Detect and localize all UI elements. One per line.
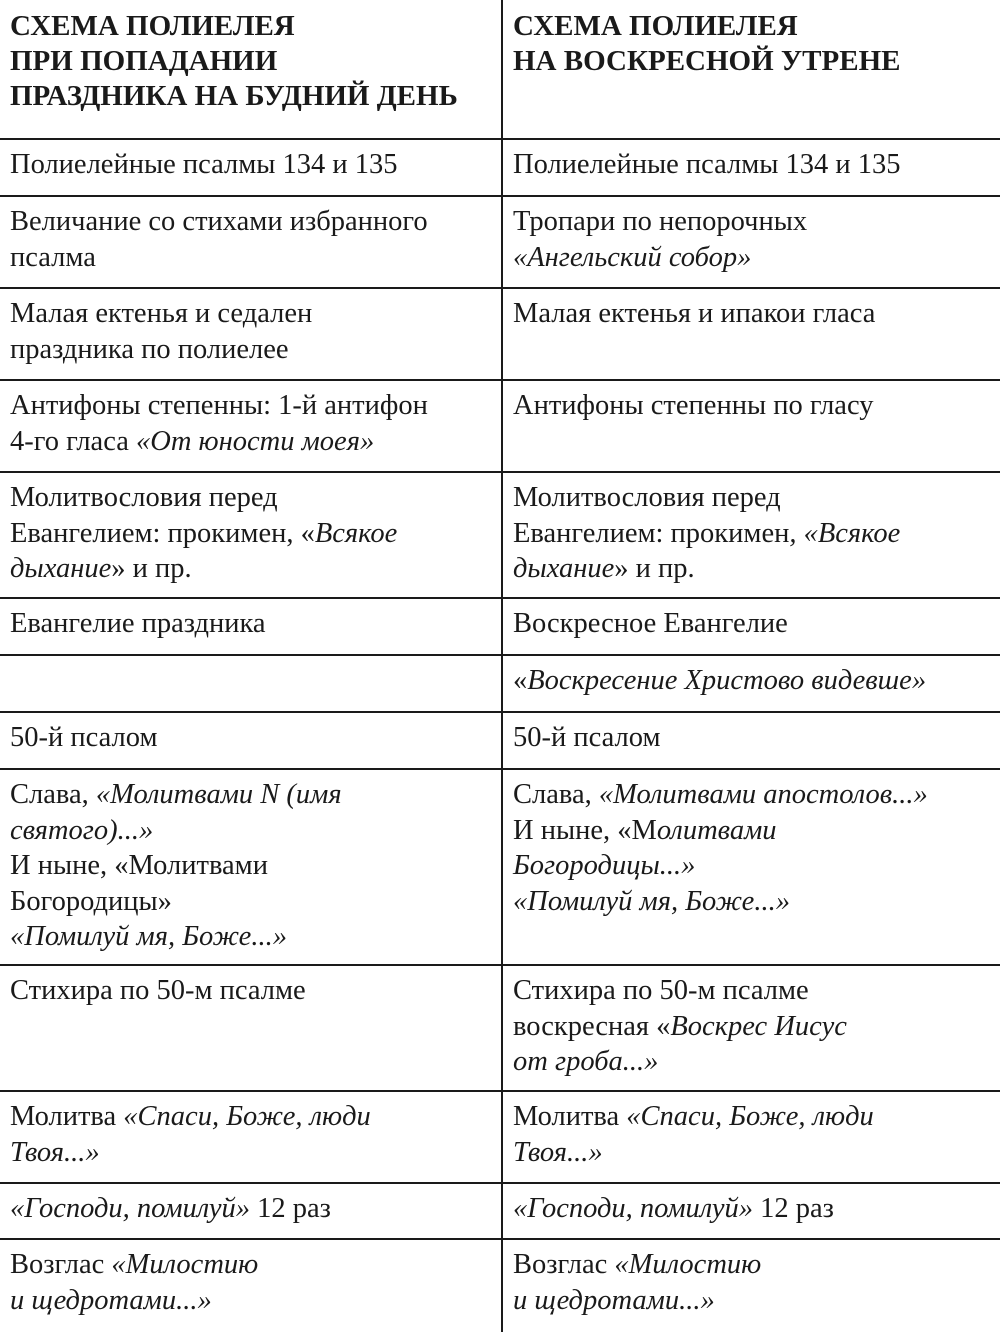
- cell-line: [513, 1135, 990, 1171]
- header-sunday-matins: [502, 0, 1000, 139]
- header-line: СХЕМА ПОЛИЕЛЕЯ: [10, 10, 295, 42]
- text: Слава,: [513, 779, 599, 810]
- italic-text: «Помилуй мя, Боже...»: [513, 885, 790, 917]
- text: Возглас: [10, 1249, 112, 1280]
- cell-line: [10, 240, 491, 276]
- cell-line: [513, 884, 990, 920]
- cell-sunday-matins: [502, 196, 1000, 288]
- cell-line: [10, 480, 491, 516]
- text: воскресная «: [513, 1010, 671, 1042]
- cell-sunday-matins: [502, 655, 1000, 712]
- text: Малая ектенья и ипакои гласа: [513, 298, 876, 329]
- cell-line: [10, 516, 491, 552]
- italic-text: «Ангельский собор»: [513, 241, 752, 273]
- cell-weekday-feast: [0, 965, 502, 1091]
- cell-sunday-matins: [502, 965, 1000, 1091]
- text: Молитва: [10, 1101, 124, 1132]
- text: Молитвословия перед: [513, 482, 781, 513]
- text: Возглас: [513, 1249, 615, 1280]
- cell-weekday-feast: [0, 1091, 502, 1183]
- italic-text: дыхание: [513, 553, 615, 584]
- cell-line: [10, 296, 491, 332]
- text: » и пр.: [614, 553, 695, 584]
- table-row: [0, 712, 1000, 769]
- italic-text: «Молитвами N (имя: [95, 779, 342, 810]
- text: Полиелейные псалмы 134 и 135: [10, 149, 398, 180]
- cell-sunday-matins: [502, 139, 1000, 196]
- table-row: [0, 472, 1000, 598]
- text: Малая ектенья и седален: [10, 298, 313, 329]
- cell-line: [513, 606, 990, 642]
- cell-line: [10, 424, 491, 460]
- table-row: [0, 196, 1000, 288]
- cell-line: [513, 480, 990, 516]
- italic-text: , «Всякое: [789, 517, 901, 549]
- text: Молитва: [513, 1101, 627, 1132]
- table-row: [0, 769, 1000, 965]
- text: Воскресное Евангелие: [513, 608, 788, 639]
- cell-line: [513, 240, 990, 276]
- italic-text: «Молитвами апостолов...»: [598, 779, 928, 810]
- cell-sunday-matins: [502, 1239, 1000, 1332]
- italic-text: Твоя...»: [10, 1136, 100, 1168]
- text: 50-й псалом: [513, 722, 661, 753]
- table-header-row: [0, 0, 1000, 139]
- cell-line: [10, 332, 491, 368]
- text: Антифоны степенны: 1-й антифон: [10, 390, 428, 421]
- cell-line: [513, 1191, 990, 1227]
- table-row: [0, 1183, 1000, 1239]
- cell-sunday-matins: [502, 472, 1000, 598]
- cell-line: [10, 919, 491, 955]
- italic-text: дыхание: [10, 553, 112, 584]
- cell-weekday-feast: [0, 380, 502, 472]
- text: Слава,: [10, 779, 96, 810]
- text: Евангелие праздника: [10, 608, 266, 639]
- cell-line: [10, 973, 491, 1009]
- cell-line: [10, 720, 491, 756]
- cell-sunday-matins: [502, 769, 1000, 965]
- cell-weekday-feast: [0, 139, 502, 196]
- table-row: [0, 1239, 1000, 1332]
- cell-line: [10, 1135, 491, 1171]
- italic-text: Всякое: [314, 517, 398, 549]
- cell-line: [513, 1247, 990, 1283]
- italic-text: «Милостию: [111, 1249, 259, 1280]
- italic-text: «Милостию: [614, 1249, 762, 1280]
- cell-weekday-feast: [0, 769, 502, 965]
- table-row: [0, 598, 1000, 655]
- table-row: [0, 1091, 1000, 1183]
- cell-line: [10, 1099, 491, 1135]
- cell-line: [513, 1009, 990, 1045]
- table-row: [0, 139, 1000, 196]
- text: Молитвословия перед: [10, 482, 278, 513]
- cell-line: [10, 884, 491, 920]
- italic-text: олитвами: [656, 814, 777, 846]
- text: 4-го гласа: [10, 425, 136, 457]
- cell-weekday-feast: [0, 472, 502, 598]
- cell-sunday-matins: [502, 288, 1000, 380]
- cell-weekday-feast: [0, 712, 502, 769]
- cell-line: [10, 388, 491, 424]
- cell-weekday-feast: [0, 288, 502, 380]
- cell-line: [10, 848, 491, 884]
- table-row: [0, 380, 1000, 472]
- italic-text: «Помилуй мя, Боже...»: [10, 921, 287, 952]
- cell-line: [10, 204, 491, 240]
- text: «: [513, 665, 528, 696]
- italic-text: «От юности моея»: [135, 425, 375, 457]
- cell-line: [513, 551, 990, 587]
- cell-weekday-feast: [0, 598, 502, 655]
- cell-weekday-feast: [0, 655, 502, 712]
- italic-text: «Спаси, Боже, люди: [123, 1101, 371, 1132]
- text: Антифоны степенны по гласу: [513, 390, 874, 421]
- cell-line: [513, 973, 990, 1009]
- text: праздника по полиелее: [10, 333, 289, 365]
- cell-line: [513, 516, 990, 552]
- cell-weekday-feast: [0, 1183, 502, 1239]
- text: 12 раз: [249, 1193, 331, 1224]
- italic-text: от гроба...»: [513, 1046, 659, 1077]
- header-line: ПРИ ПОПАДАНИИ: [10, 45, 278, 77]
- cell-line: [10, 551, 491, 587]
- text: Полиелейные псалмы 134 и 135: [513, 149, 901, 180]
- cell-line: [10, 1191, 491, 1227]
- cell-line: [10, 606, 491, 642]
- italic-text: Богородицы...»: [513, 850, 696, 881]
- cell-weekday-feast: [0, 196, 502, 288]
- cell-line: [513, 720, 990, 756]
- cell-sunday-matins: [502, 380, 1000, 472]
- table-row: [0, 288, 1000, 380]
- text: Тропари по непорочных: [513, 206, 808, 237]
- cell-line: [513, 147, 990, 183]
- cell-line: [513, 1283, 990, 1319]
- header-weekday-feast: [0, 0, 502, 139]
- header-line: НА ВОСКРЕСНОЙ УТРЕНЕ: [513, 45, 901, 77]
- cell-line: [10, 1283, 491, 1319]
- cell-line: [513, 1044, 990, 1080]
- cell-line: [513, 813, 990, 849]
- header-line: СХЕМА ПОЛИЕЛЕЯ: [513, 10, 798, 42]
- text: И ныне, «М: [513, 814, 657, 846]
- cell-line: [513, 204, 990, 240]
- text: псалма: [10, 241, 96, 273]
- table-row: [0, 655, 1000, 712]
- cell-line: [10, 1247, 491, 1283]
- cell-line: [513, 663, 990, 699]
- italic-text: Воскрес Иисус: [670, 1010, 847, 1042]
- table-row: [0, 965, 1000, 1091]
- cell-sunday-matins: [502, 1183, 1000, 1239]
- text: Стихира по 50-м псалме: [10, 975, 306, 1006]
- cell-weekday-feast: [0, 1239, 502, 1332]
- text: Богородицы»: [10, 885, 172, 917]
- header-line: ПРАЗДНИКА НА БУДНИЙ ДЕНЬ: [10, 80, 458, 112]
- cell-line: [10, 147, 491, 183]
- text: 50-й псалом: [10, 722, 158, 753]
- cell-line: [513, 388, 990, 424]
- italic-text: Воскресение Христово видевше»: [527, 665, 927, 696]
- cell-sunday-matins: [502, 598, 1000, 655]
- cell-sunday-matins: [502, 1091, 1000, 1183]
- cell-sunday-matins: [502, 712, 1000, 769]
- cell-line: [10, 813, 491, 849]
- text: Евангелием: прокимен, «: [10, 517, 315, 549]
- text: Стихира по 50-м псалме: [513, 975, 809, 1006]
- italic-text: «Господи, помилуй»: [513, 1193, 753, 1224]
- text: » и пр.: [111, 553, 192, 584]
- cell-line: [10, 777, 491, 813]
- italic-text: и щедротами...»: [513, 1284, 715, 1316]
- italic-text: «Спаси, Боже, люди: [626, 1101, 874, 1132]
- text: Величание со стихами избранного: [10, 206, 428, 237]
- table-body: [0, 139, 1000, 1332]
- cell-line: [513, 777, 990, 813]
- italic-text: «Господи, помилуй»: [10, 1193, 250, 1224]
- cell-line: [513, 1099, 990, 1135]
- text: Евангелием: прокимен: [513, 517, 790, 549]
- cell-line: [513, 296, 990, 332]
- italic-text: святого)...»: [10, 814, 154, 846]
- cell-line: [513, 848, 990, 884]
- italic-text: и щедротами...»: [10, 1284, 212, 1316]
- text: И ныне, «Молитвами: [10, 850, 268, 881]
- text: 12 раз: [752, 1193, 834, 1224]
- italic-text: Твоя...»: [513, 1136, 603, 1168]
